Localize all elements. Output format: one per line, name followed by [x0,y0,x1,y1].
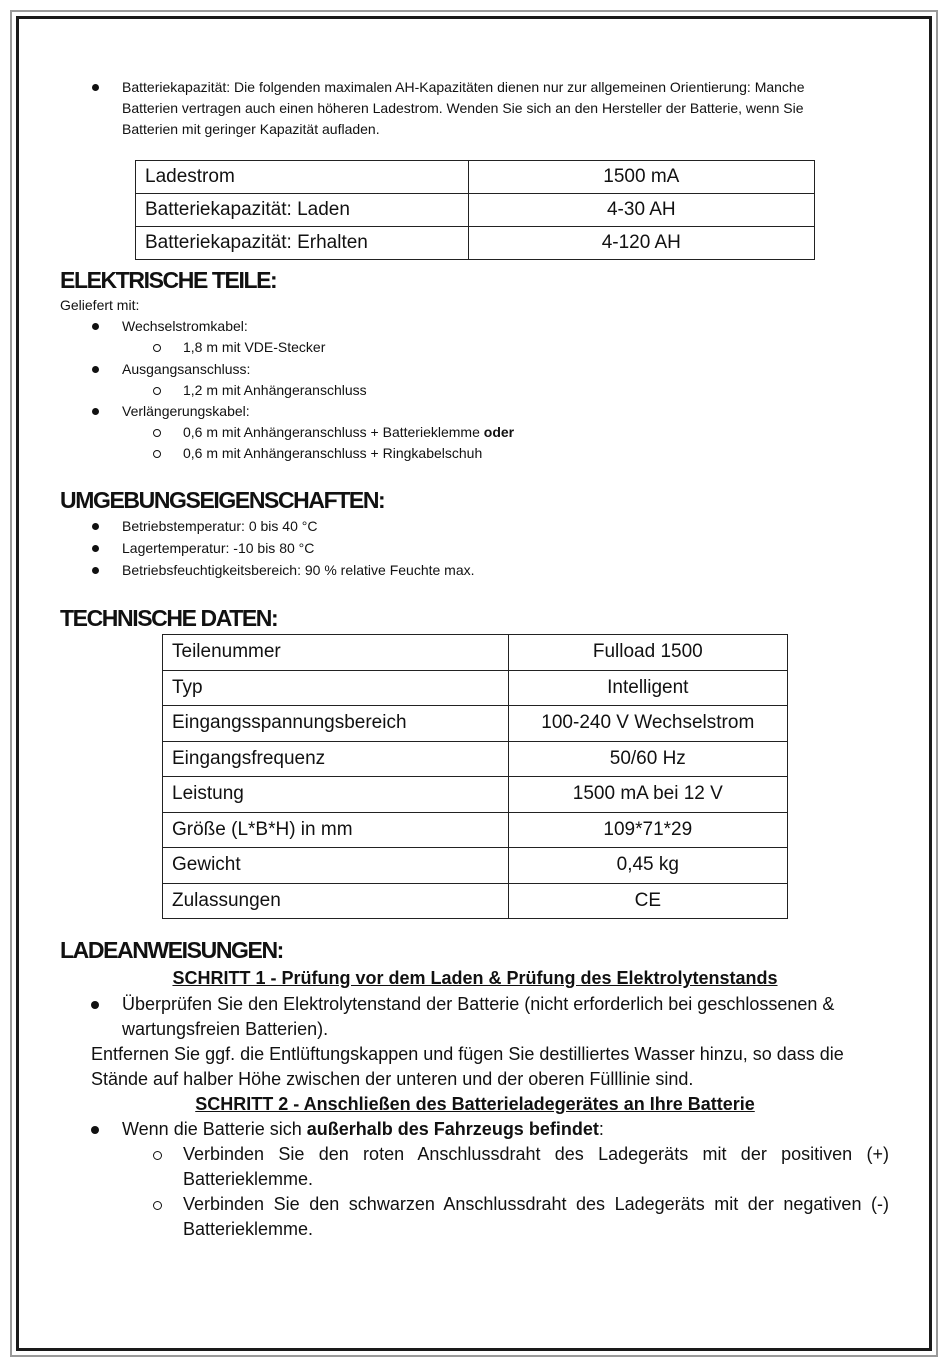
table-cell-label: Zulassungen [163,883,509,919]
table-cell-value: 0,45 kg [508,848,787,884]
sub-bullet-circle [153,429,161,437]
list-item: Ausgangsanschluss: [122,361,251,377]
list-item: Betriebsfeuchtigkeitsbereich: 90 % relative Feuchte max. [122,562,475,578]
list-item: Verlängerungskabel: [122,403,250,419]
table-cell-label: Gewicht [163,848,509,884]
bullet-dot [92,84,99,91]
table-row [136,161,815,194]
bullet-dot [92,523,99,530]
table-cell-value: 109*71*29 [508,812,787,848]
list-item: Betriebstemperatur: 0 bis 40 °C [122,518,318,534]
bullet-dot [92,408,99,415]
technical-table [162,634,788,919]
table-row [163,635,788,671]
table-cell-value: 1500 mA [468,161,814,194]
section-heading-electrical: ELEKTRISCHE TEILE: [60,267,277,293]
table-cell-label: Eingangsspannungsbereich [163,706,509,742]
table-row [163,670,788,706]
list-item: 1,2 m mit Anhängeranschluss [183,382,367,398]
table-cell-value: 100-240 V Wechselstrom [508,706,787,742]
step1-title: SCHRITT 1 - Prüfung vor dem Laden & Prüfung des Elektrolytenstands [172,968,778,988]
table-cell-label: Typ [163,670,509,706]
bullet-dot [92,323,99,330]
bullet-dot [92,545,99,552]
step2-sub2-text: Verbinden Sie den schwarzen Anschlussdraht des Ladegeräts mit der negativen (-) Batterieklemme. [183,1194,889,1239]
table-row [163,883,788,919]
capacity-table [135,160,815,260]
table-row [163,812,788,848]
table-cell-label: Batteriekapazität: Laden [136,194,469,227]
bullet-dot [91,1001,99,1009]
bullet-dot [91,1126,99,1134]
step2-sub1-text: Verbinden Sie den roten Anschlussdraht des Ladegeräts mit der positiven (+) Batterieklemme. [183,1144,889,1189]
table-row [136,194,815,227]
step2-title: SCHRITT 2 - Anschließen des Batterieladegerätes an Ihre Batterie [195,1094,755,1114]
table-cell-label: Ladestrom [136,161,469,194]
table-cell-label: Größe (L*B*H) in mm [163,812,509,848]
sub-bullet-circle [153,344,161,352]
table-cell-label: Leistung [163,777,509,813]
table-cell-value: 50/60 Hz [508,741,787,777]
sub-bullet-circle [153,1201,162,1210]
table-cell-value: Intelligent [508,670,787,706]
supplied-label: Geliefert mit: [60,297,140,313]
sub-bullet-circle [153,387,161,395]
bullet-dot [92,366,99,373]
list-item: 0,6 m mit Anhängeranschluss + Ringkabelschuh [183,445,483,461]
step1-paragraph: Entfernen Sie ggf. die Entlüftungskappen und fügen Sie destilliertes Wasser hinzu, so dass die Stände auf halber Höhe zwischen der unteren und der oberen Fülllinie sind. [91,1044,844,1089]
list-item: Wechselstromkabel: [122,318,248,334]
table-cell-value: Fulload 1500 [508,635,787,671]
section-heading-charging: LADEANWEISUNGEN: [60,937,283,963]
table-row [163,741,788,777]
intro-bullet-text: Batteriekapazität: Die folgenden maximalen AH-Kapazitäten dienen nur zur allgemeinen Orientierung: Manche Batterien vertragen auch einen höheren Ladestrom. Wenden Sie sich an den Hersteller der Batterie, wenn Sie Batterien mit geringer Kapazität aufladen. [122,79,805,137]
list-item: 1,8 m mit VDE-Stecker [183,339,326,355]
table-row [163,706,788,742]
table-row [136,227,815,260]
table-cell-value: CE [508,883,787,919]
table-cell-label: Batteriekapazität: Erhalten [136,227,469,260]
table-cell-value: 4-120 AH [468,227,814,260]
step2-bullet-text: Wenn die Batterie sich außerhalb des Fahrzeugs befindet: [122,1119,604,1139]
list-item: Lagertemperatur: -10 bis 80 °C [122,540,315,556]
table-row [163,848,788,884]
table-cell-label: Teilenummer [163,635,509,671]
table-cell-value: 4-30 AH [468,194,814,227]
step1-bullet-text: Überprüfen Sie den Elektrolytenstand der Batterie (nicht erforderlich bei geschlossenen & wartungsfreien Batterien). [122,994,835,1039]
sub-bullet-circle [153,450,161,458]
bullet-dot [92,567,99,574]
sub-bullet-circle [153,1151,162,1160]
table-cell-value: 1500 mA bei 12 V [508,777,787,813]
table-row [163,777,788,813]
section-heading-technical: TECHNISCHE DATEN: [60,605,278,631]
section-heading-environment: UMGEBUNGSEIGENSCHAFTEN: [60,487,385,513]
table-cell-label: Eingangsfrequenz [163,741,509,777]
list-item: 0,6 m mit Anhängeranschluss + Batterieklemme oder [183,424,515,440]
